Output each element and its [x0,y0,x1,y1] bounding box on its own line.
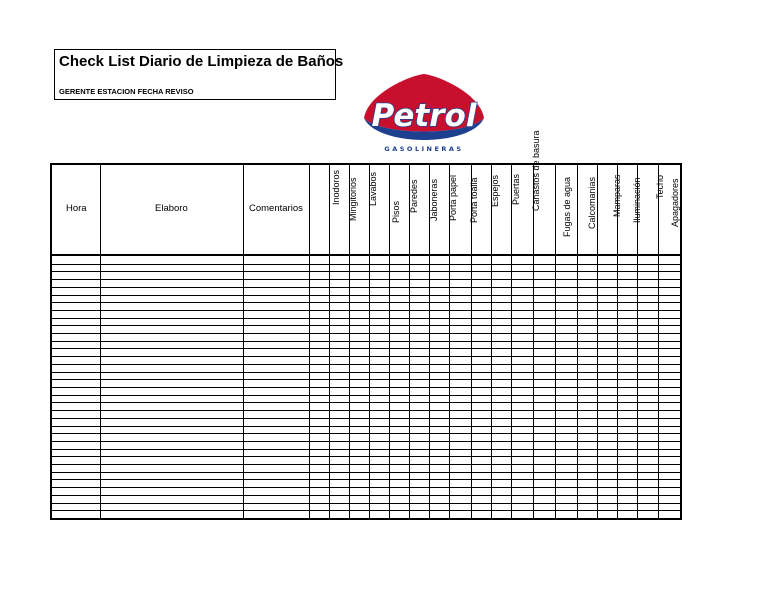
header-vertical: Porta papel [448,174,458,221]
header-comentarios: Comentarios [249,203,303,214]
page-subtitle: GERENTE ESTACION FECHA REVISO [59,87,194,96]
table-row [52,379,680,380]
table-row [52,426,680,427]
table-row [52,341,680,342]
table-row [52,287,680,288]
header-vertical: Canastos de basura [531,130,541,211]
table-row [52,372,680,373]
table-row [52,410,680,411]
table-row [52,333,680,334]
table-row [52,348,680,349]
table-row [52,456,680,457]
header-divider [52,254,680,256]
table-row [52,387,680,388]
table-row [52,318,680,319]
header-vertical: Inodoros [331,169,341,205]
table-row [52,325,680,326]
header-vertical: Mamparas [612,174,622,217]
table-row [52,310,680,311]
header-vertical: Fugas de agua [562,176,572,237]
table-row [52,418,680,419]
logo-brand-text: Petrol [371,98,477,134]
table-row [52,441,680,442]
header-hora: Hora [66,203,87,214]
header-vertical: Pisos [391,200,401,223]
table-row [52,464,680,465]
table-row [52,295,680,296]
table-row [52,487,680,488]
header-vertical: Paredes [409,179,419,213]
table-row [52,433,680,434]
petrol-logo [358,74,490,154]
header-vertical: Iluminación [632,177,642,223]
header-vertical: Calcomanias [587,176,597,229]
title-box [54,49,344,100]
header-vertical: Lavabos [368,171,378,206]
header-vertical: Mingitorios [348,177,358,221]
table-row [52,356,680,357]
table-row [52,472,680,473]
header-vertical: Espejos [490,174,500,207]
table-row [52,510,680,511]
header-elaboro: Elaboro [155,203,188,214]
table-row [52,264,680,265]
table-row [52,479,680,480]
header-vertical: Puertas [511,173,521,205]
logo-tagline-text: GASOLINERAS [384,145,464,153]
header-vertical: Techo [655,174,665,199]
table-row [52,495,680,496]
table-row [52,271,680,272]
header-vertical: Porta toalla [469,177,479,223]
table-row [52,279,680,280]
table-row [52,364,680,365]
table-row [52,503,680,504]
table-row [52,449,680,450]
header-vertical: Apagadores [670,178,680,227]
table-row [52,302,680,303]
table-row [52,402,680,403]
page-title: Check List Diario de Limpieza de Baños [59,53,344,70]
header-vertical: Jaboneras [429,178,439,221]
table-row [52,395,680,396]
